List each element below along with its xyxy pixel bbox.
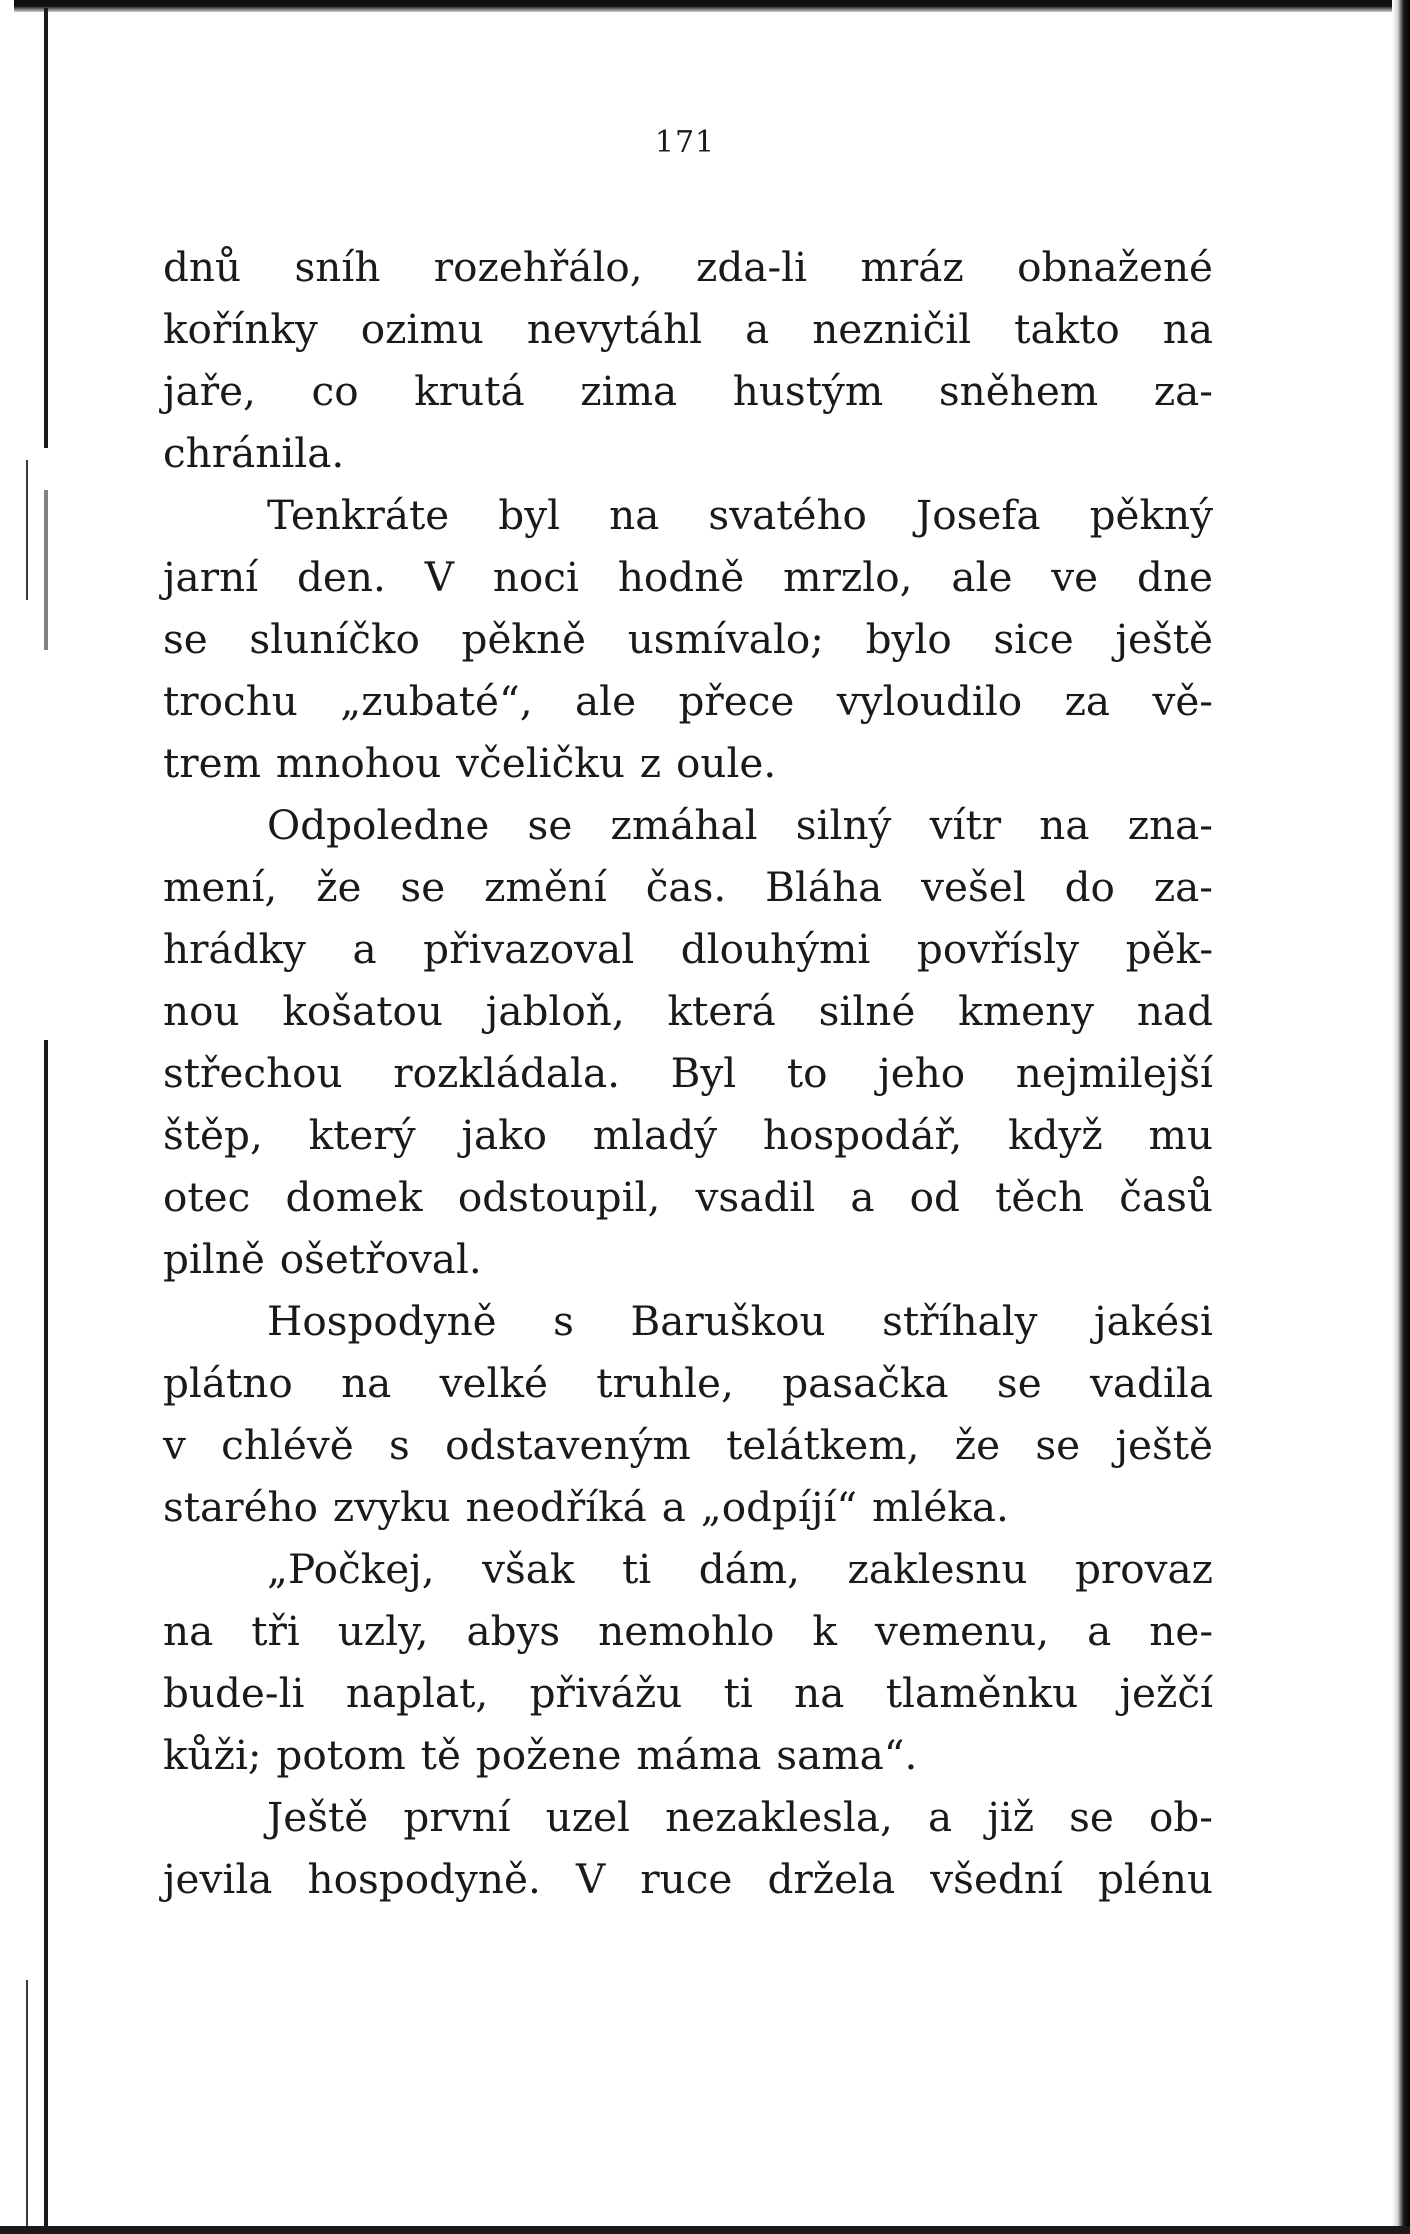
page-number: 171 — [654, 125, 716, 160]
text-line: se sluníčko pěkně usmívalo; bylo sice ještě — [163, 615, 1213, 663]
scan-right-edge — [1392, 0, 1410, 2234]
scan-left-margin — [0, 0, 14, 2234]
binding-shadow — [44, 8, 48, 448]
text-line: Tenkráte byl na svatého Josefa pěkný — [267, 491, 1213, 539]
paragraph — [163, 794, 1213, 1290]
text-line: chránila. — [163, 429, 345, 477]
text-line: nou košatou jabloň, která silné kmeny nad — [163, 987, 1213, 1035]
text-line: Odpoledne se zmáhal silný vítr na zna- — [267, 801, 1213, 849]
scan-top-edge — [0, 0, 1410, 12]
body-text — [163, 236, 1213, 1910]
text-line: trochu „zubaté“, ale přece vyloudilo za vě- — [163, 677, 1213, 725]
text-line: na tři uzly, abys nemohlo k vemenu, a ne- — [163, 1607, 1213, 1655]
text-line: bude-li naplat, přivážu ti na tlaměnku ježčí — [163, 1669, 1213, 1717]
text-line: v chlévě s odstaveným telátkem, že se ještě — [163, 1421, 1213, 1469]
scan-bottom-edge — [0, 2226, 1410, 2234]
text-line: Ještě první uzel nezaklesla, a již se ob- — [267, 1793, 1213, 1841]
text-line: štěp, který jako mladý hospodář, když mu — [163, 1111, 1213, 1159]
text-line: otec domek odstoupil, vsadil a od těch časů — [163, 1173, 1213, 1221]
text-line: pilně ošetřoval. — [163, 1235, 482, 1283]
text-line: jaře, co krutá zima hustým sněhem za- — [163, 367, 1213, 415]
paragraph — [163, 484, 1213, 794]
text-line: plátno na velké truhle, pasačka se vadila — [163, 1359, 1213, 1407]
text-line: jevila hospodyně. V ruce držela všední plénu — [163, 1855, 1213, 1903]
paragraph — [163, 1290, 1213, 1538]
text-line: kůži; potom tě požene máma sama“. — [163, 1731, 918, 1779]
binding-shadow — [26, 1980, 28, 2234]
text-line: Hospodyně s Baruškou stříhaly jakési — [267, 1297, 1213, 1345]
paragraph — [163, 1786, 1213, 1910]
binding-shadow — [26, 460, 28, 600]
text-line: dnů sníh rozehřálo, zda-li mráz obnažené — [163, 243, 1213, 291]
binding-shadow — [44, 490, 48, 650]
binding-shadow — [44, 1040, 48, 2230]
text-line: kořínky ozimu nevytáhl a nezničil takto na — [163, 305, 1213, 353]
paragraph — [163, 236, 1213, 484]
text-line: starého zvyku neodříká a „odpíjí“ mléka. — [163, 1483, 1009, 1531]
text-line: hrádky a přivazoval dlouhými povřísly pěk- — [163, 925, 1213, 973]
text-line: střechou rozkládala. Byl to jeho nejmilejší — [163, 1049, 1213, 1097]
paragraph — [163, 1538, 1213, 1786]
text-line: mení, že se změní čas. Bláha vešel do za- — [163, 863, 1213, 911]
text-line: trem mnohou včeličku z oule. — [163, 739, 777, 787]
text-line: jarní den. V noci hodně mrzlo, ale ve dne — [163, 553, 1213, 601]
text-line: „Počkej, však ti dám, zaklesnu provaz — [267, 1545, 1213, 1593]
